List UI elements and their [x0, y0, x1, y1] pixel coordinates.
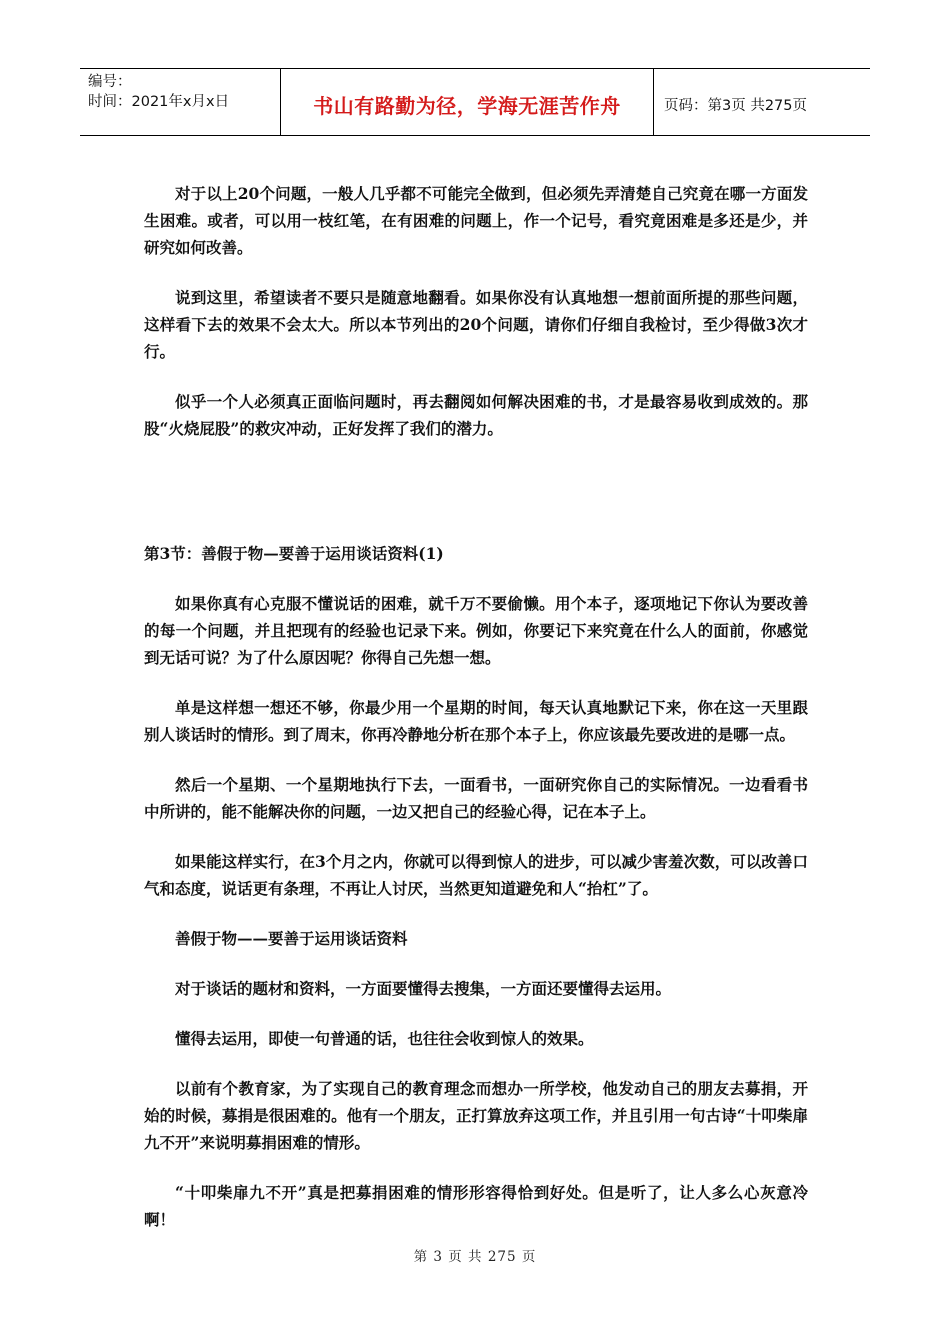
header-page-info: 页码：第3页 共275页 — [664, 97, 808, 114]
paragraph: 如果能这样实行，在3个月之内，你就可以得到惊人的进步，可以减少害羞次数，可以改善口气和态度，说话更有条理，不再让人讨厌，当然更知道避免和人“抬杠”了。 — [144, 852, 808, 898]
paragraph: 说到这里，希望读者不要只是随意地翻看。如果你没有认真地想一想前面所提的那些问题，这样看下去的效果不会太大。所以本节列出的20个问题，请你们仔细自我检讨，至少得做3次才行。 — [144, 288, 808, 361]
document-time-label: 时间：2021年x月x日 — [88, 94, 230, 110]
paragraph: 似乎一个人必须真正面临问题时，再去翻阅如何解决困难的书，才是最容易收到成效的。那股“火烧屁股”的救灾冲动，正好发挥了我们的潜力。 — [144, 392, 808, 438]
paragraph: 如果你真有心克服不懂说话的困难，就千万不要偷懒。用个本子，逐项地记下你认为要改善的每一个问题，并且把现有的经验也记录下来。例如，你要记下来究竟在什么人的面前，你感觉到无话可说？为了什么原因呢？你得自己先想一想。 — [144, 594, 808, 667]
paragraph: 对于以上20个问题，一般人几乎都不可能完全做到，但必须先弄清楚自己究竟在哪一方面发生困难。或者，可以用一枝红笔，在有困难的问题上，作一个记号，看究竟困难是多还是少，并研究如何改善。 — [144, 184, 808, 257]
page-header — [80, 68, 870, 136]
page-footer: 第 3 页 共 275 页 — [413, 1249, 537, 1265]
subheading: 善假于物——要善于运用谈话资料 — [175, 929, 408, 948]
paragraph: 单是这样想一想还不够，你最少用一个星期的时间，每天认真地默记下来，你在这一天里跟别人谈话时的情形。到了周末，你再冷静地分析在那个本子上，你应该最先要改进的是哪一点。 — [144, 698, 808, 744]
header-motto-cell — [280, 69, 654, 135]
paragraph: 对于谈话的题材和资料，一方面要懂得去搜集，一方面还要懂得去运用。 — [175, 979, 672, 998]
header-motto: 书山有路勤为径，学海无涯苦作舟 — [313, 93, 621, 118]
paragraph: 以前有个教育家，为了实现自己的教育理念而想办一所学校，他发动自己的朋友去募捐，开始的时候，募捐是很困难的。他有一个朋友，正打算放弃这项工作，并且引用一句古诗“十叩柴扉九不开”来说明募捐困难的情形。 — [144, 1079, 808, 1152]
paragraph: 懂得去运用，即使一句普通的话，也往往会收到惊人的效果。 — [175, 1029, 594, 1048]
document-body — [144, 180, 808, 1233]
paragraph: “十叩柴扉九不开”真是把募捐困难的情形形容得恰到好处。但是听了，让人多么心灰意冷啊！ — [144, 1183, 808, 1229]
paragraph: 然后一个星期、一个星期地执行下去，一面看书，一面研究你自己的实际情况。一边看看书中所讲的，能不能解决你的问题，一边又把自己的经验心得，记在本子上。 — [144, 775, 808, 821]
section-title: 第3节：善假于物—要善于运用谈话资料(1) — [144, 544, 444, 563]
header-meta — [80, 69, 280, 135]
document-number-label: 编号： — [88, 74, 132, 90]
